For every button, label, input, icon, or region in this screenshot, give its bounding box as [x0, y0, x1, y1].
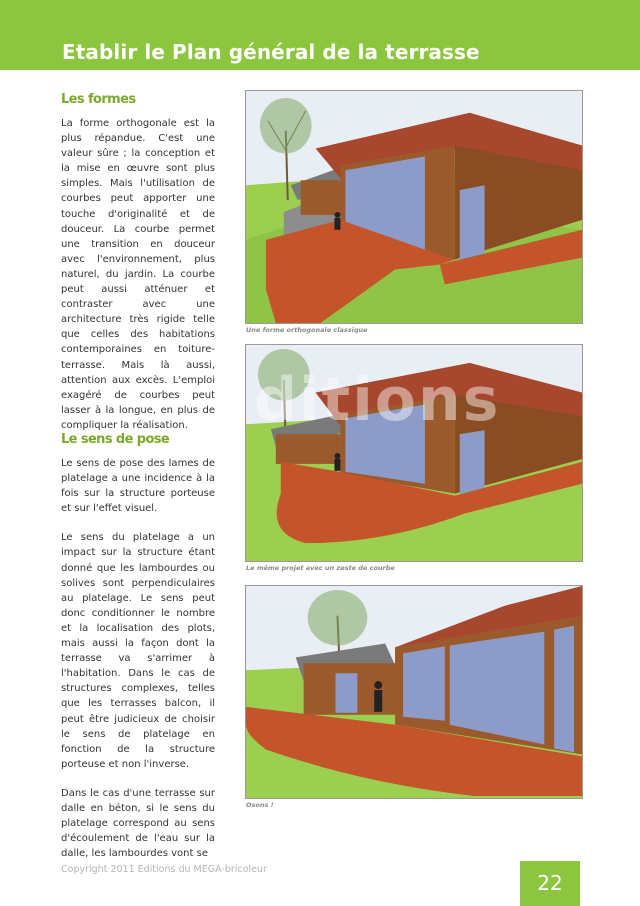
figure-curved [245, 344, 583, 562]
section-title: Les formes [61, 92, 136, 107]
paragraph: Le sens du platelage a un impact sur la structure étant donné que les lambourdes ou solives sont perpendiculaires au platelage. Le sens peut donc conditionner le nombre et la localisation des plots, mais aussi la façon dont la terrasse va s'arrimer à l'habitation. Dans le cas de structures complexes, telles que les terrasses balcon, il peut être judicieux de choisir le sens de platelage en fonction de la structure porteuse et non l'inverse. [61, 532, 215, 770]
page-header [0, 0, 640, 70]
page-number: 22 [520, 861, 580, 906]
copyright-notice: Copyright 2011 Editions du MEGA-bricoleur [61, 864, 267, 875]
figure-caption: Une forme orthogonale classique [246, 326, 368, 334]
paragraph: La forme orthogonale est la plus répandue. C'est une valeur sûre ; la conception et la mise en œuvre sont plus simples. Mais l'utilisation de courbes peut apporter une touche d'originalité et de douceur. La courbe permet une transition en douceur avec l'environnement, plus naturel, du jardin. La courbe peut aussi atténuer et contraster avec une architecture très rigide telle que celles des habitations contemporaines en toiture-terrasse. Mais là aussi, attention aux excès. L'emploi exagéré de courbes peut lasser à la longue, en plus de compliquer la réalisation. [61, 118, 215, 431]
person-illustration [334, 453, 340, 471]
person-illustration [334, 212, 340, 230]
house-illustration [246, 345, 582, 561]
house-illustration [246, 91, 582, 323]
paragraph: Le sens de pose des lames de platelage a une incidence à la fois sur la structure porteuse et sur l'effet visuel. [61, 458, 215, 515]
section-les-formes [61, 92, 215, 433]
watermark: ditions [254, 365, 501, 435]
section-title: Le sens de pose [61, 432, 170, 447]
figure-bold [245, 585, 583, 799]
figure-caption: Osons ! [246, 801, 274, 809]
paragraph: Dans le cas d'une terrasse sur dalle en béton, si le sens du platelage correspond au sens d'écoulement de l'eau sur la dalle, les lambourdes vont se [61, 787, 215, 860]
figure-caption: Le même projet avec un zeste de courbe [246, 564, 395, 572]
page-title: Etablir le Plan général de la terrasse [62, 40, 480, 64]
figure-orthogonal [245, 90, 583, 324]
person-illustration [374, 681, 382, 712]
section-sens-de-pose [61, 432, 215, 861]
house-illustration [246, 586, 582, 798]
